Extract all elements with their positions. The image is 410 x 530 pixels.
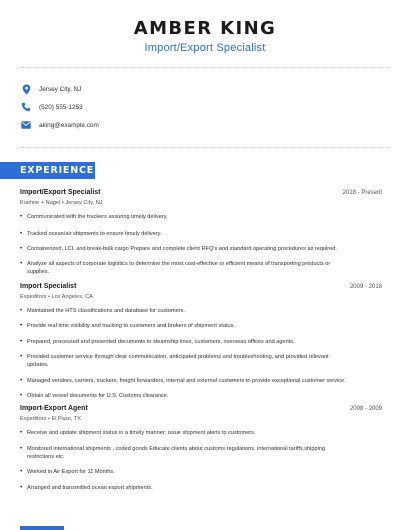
bullet-text [27,260,330,276]
divider [20,67,390,68]
bullet-line: Worked in Air Export for 11 Months. [27,469,115,475]
bullet-text [27,377,346,385]
bullet-line: Maintained the HTS classifications and database for customers. [27,308,185,314]
bullet-dot-icon: • [20,468,23,475]
job-bullet [20,445,360,461]
job-company-location [20,416,81,422]
bullet-text [27,322,235,330]
candidate-title: Import/Export Specialist [144,42,266,54]
location-pin-icon [20,83,32,95]
bullet-text [27,230,162,238]
bullet-line: Arranged and transmitted ocean export shipments. [27,485,153,491]
bullet-line: Prepared, processed and presented documents to steamship lines, customers, overseas offices and agents. [27,339,295,345]
job-title: Import/Export Specialist [20,189,101,196]
job-bullet [20,260,360,276]
bullet-text [27,353,329,369]
bullet-dot-icon: • [20,260,23,267]
separator: • [46,294,52,300]
bullet-dot-icon: • [20,230,23,237]
contact-location [20,82,320,96]
contact-phone [20,100,320,114]
bullet-dot-icon: • [20,445,23,452]
bullet-line: Receive and update shipment status in a timely manner; issue shipment alerts to customers. [27,430,256,436]
bullet-dot-icon: • [20,245,23,252]
bullet-text [27,245,337,253]
bullet-line: Obtain all vessel documents for U.S. Customs clearance. [27,393,169,399]
job-location: Jersey City, NJ [65,200,103,206]
bullet-text [27,445,325,461]
bullet-dot-icon: • [20,213,23,220]
contact-location-text: Jersey City, NJ [39,85,82,93]
bullet-line: Tracked ocean/air shipments to ensure timely delivery. [27,231,162,237]
divider [20,147,390,148]
bullet-dot-icon: • [20,429,23,436]
job-bullet [20,353,360,369]
bullet-text [27,213,168,221]
job-bullet [20,307,360,315]
bullet-dot-icon: • [20,338,23,345]
job-bullet [20,213,360,221]
bullet-text [27,429,256,437]
job-bullet [20,484,360,492]
contact-phone-text: (520) 555-1253 [39,103,83,111]
bullet-line: Containerized, LCL and break-bulk cargo Prepare and complete client RFQ's and standard operating procedures as required. [27,246,337,252]
job-dates: 2008 - 2009 [349,406,382,412]
bullet-line: Monitored international shipments , coded goods Educate clients about customs regulations, international tariffs,shipping [27,446,326,452]
bullet-line: restrictions etc. [27,454,65,461]
bullet-text [27,392,168,400]
bullet-dot-icon: • [20,377,23,384]
job-dates: 2009 - 2018 [349,284,382,290]
footer-accent-bar [20,526,64,530]
bullet-dot-icon: • [20,307,23,314]
bullet-line: supplies. [27,269,50,276]
email-icon [20,119,32,131]
job-location: El Paso, TX [51,416,81,422]
job-title: Import Specialist [20,283,77,290]
job-bullet [20,338,360,346]
bullet-dot-icon: • [20,484,23,491]
job-company: Expeditors [20,294,47,300]
job-company: Expeditors [20,416,47,422]
candidate-name: AMBER KING [133,18,277,39]
job-location: Los Angeles, CA [51,294,93,300]
job-company-location [20,200,103,206]
job-bullet [20,322,360,330]
bullet-line: Analyze all aspects of corporate logistics to determine the most cost-effective or efficient means of transporting products or [27,261,331,267]
job-bullet [20,468,360,476]
bullet-text [27,338,295,346]
separator: • [60,200,66,206]
bullet-dot-icon: • [20,392,23,399]
bullet-line: Provided customer service through clear communication, anticipated problems and troubleshooting, and provided relevant [27,354,329,360]
bullet-line: updates. [27,362,49,369]
bullet-text [27,468,115,476]
phone-icon [20,101,32,113]
job-bullet [20,245,360,253]
job-dates: 2018 - Present [342,190,382,196]
bullet-text [27,307,185,315]
contact-email [20,118,320,132]
bullet-line: Provide real time visibility and tracking to customers and brokers of shipment status. [27,323,235,329]
bullet-line: Managed vendors, carriers, truckers, freight forwarders, internal and external customers to provide exceptional customer service. [27,378,346,384]
bullet-line: Communicated with the truckers assuring timely delivery. [27,214,168,220]
job-bullet [20,377,360,385]
job-title: Import-Export Agent [20,405,88,412]
contact-email-text: aking@example.com [39,121,99,129]
separator: • [46,416,52,422]
job-company: Kuehne + Nagel [20,200,61,206]
job-bullet [20,230,360,238]
job-bullet [20,392,360,400]
bullet-dot-icon: • [20,353,23,360]
job-company-location [20,294,93,300]
bullet-dot-icon: • [20,322,23,329]
job-bullet [20,429,360,437]
experience-heading: EXPERIENCE [0,162,95,179]
bullet-text [27,484,153,492]
